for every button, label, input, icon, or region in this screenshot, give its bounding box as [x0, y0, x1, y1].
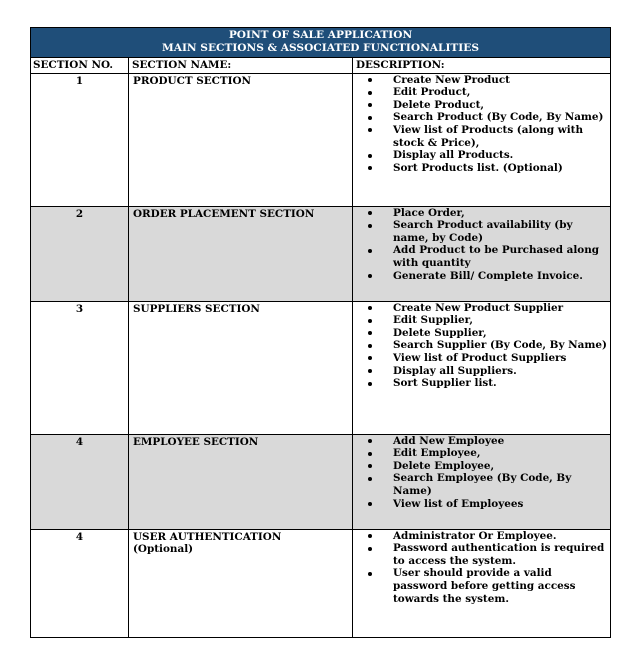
bullet-icon	[368, 211, 372, 215]
header-section-name: SECTION NAME:	[129, 57, 353, 73]
section-name-line-2: (Optional)	[133, 543, 194, 556]
list-item: Edit Supplier,	[393, 314, 608, 327]
section-number: 4	[31, 529, 129, 637]
description-list	[355, 207, 608, 283]
list-item: View list of Employees	[393, 498, 608, 511]
bullet-icon	[368, 534, 372, 538]
bullet-icon	[368, 572, 372, 576]
header-section-no: SECTION NO.	[31, 57, 129, 73]
bullet-icon	[368, 502, 372, 506]
list-item: Display all Products.	[393, 149, 608, 162]
section-number: 4	[31, 434, 129, 529]
list-item: Search Product availability (by name, by Code)	[393, 219, 608, 244]
bullet-icon	[368, 274, 372, 278]
section-description	[353, 73, 611, 206]
list-item: Delete Employee,	[393, 460, 608, 473]
section-description	[353, 206, 611, 301]
bullet-icon	[368, 477, 372, 481]
bullet-icon	[368, 439, 372, 443]
list-item: Search Supplier (By Code, By Name)	[393, 339, 608, 352]
description-list	[355, 74, 608, 175]
bullet-icon	[368, 369, 372, 373]
list-item: Search Employee (By Code, By Name)	[393, 472, 608, 497]
description-list	[355, 530, 608, 606]
section-name-line-1: USER AUTHENTICATION	[133, 530, 282, 543]
list-item: Delete Product,	[393, 99, 608, 112]
bullet-icon	[368, 103, 372, 107]
title-line-1: POINT OF SALE APPLICATION	[228, 29, 413, 41]
list-item: Add New Employee	[393, 435, 608, 448]
list-item: Edit Product,	[393, 86, 608, 99]
title-row	[31, 28, 611, 58]
bullet-icon	[368, 382, 372, 386]
list-item: Create New Product Supplier	[393, 302, 608, 315]
table-title	[31, 28, 611, 58]
description-list	[355, 435, 608, 511]
header-description: DESCRIPTION:	[353, 57, 611, 73]
section-number: 1	[31, 73, 129, 206]
table-row	[31, 206, 611, 301]
section-description	[353, 529, 611, 637]
list-item: User should provide a valid password before getting access towards the system.	[393, 567, 608, 605]
header-row	[31, 57, 611, 73]
bullet-icon	[368, 154, 372, 158]
section-name: EMPLOYEE SECTION	[129, 434, 353, 529]
bullet-icon	[368, 128, 372, 132]
section-name: SUPPLIERS SECTION	[129, 301, 353, 434]
list-item: Generate Bill/ Complete Invoice.	[393, 270, 608, 283]
title-line-2: MAIN SECTIONS & ASSOCIATED FUNCTIONALITIES	[162, 41, 479, 54]
bullet-icon	[368, 464, 372, 468]
bullet-icon	[368, 224, 372, 228]
bullet-icon	[368, 166, 372, 170]
bullet-icon	[368, 547, 372, 551]
section-name: PRODUCT SECTION	[129, 73, 353, 206]
table-row	[31, 529, 611, 637]
table-row	[31, 434, 611, 529]
bullet-icon	[368, 91, 372, 95]
bullet-icon	[368, 452, 372, 456]
section-description	[353, 301, 611, 434]
section-name	[129, 529, 353, 637]
table-row	[31, 73, 611, 206]
section-number: 2	[31, 206, 129, 301]
list-item: Sort Products list. (Optional)	[393, 162, 608, 175]
list-item: View list of Products (along with stock & Price),	[393, 124, 608, 149]
list-item: Display all Suppliers.	[393, 365, 608, 378]
bullet-icon	[368, 249, 372, 253]
list-item: Add Product to be Purchased along with quantity	[393, 244, 608, 269]
bullet-icon	[368, 331, 372, 335]
list-item: Delete Supplier,	[393, 327, 608, 340]
section-number: 3	[31, 301, 129, 434]
section-name: ORDER PLACEMENT SECTION	[129, 206, 353, 301]
bullet-icon	[368, 319, 372, 323]
list-item: Sort Supplier list.	[393, 377, 608, 390]
list-item: View list of Product Suppliers	[393, 352, 608, 365]
list-item: Administrator Or Employee.	[393, 530, 608, 543]
list-item: Place Order,	[393, 207, 608, 220]
bullet-icon	[368, 78, 372, 82]
list-item: Password authentication is required to access the system.	[393, 542, 608, 567]
list-item: Create New Product	[393, 74, 608, 87]
section-description	[353, 434, 611, 529]
description-list	[355, 302, 608, 390]
bullet-icon	[368, 356, 372, 360]
table-row	[31, 301, 611, 434]
list-item: Edit Employee,	[393, 447, 608, 460]
bullet-icon	[368, 306, 372, 310]
bullet-icon	[368, 344, 372, 348]
sections-table	[30, 27, 611, 638]
list-item: Search Product (By Code, By Name)	[393, 111, 608, 124]
bullet-icon	[368, 116, 372, 120]
